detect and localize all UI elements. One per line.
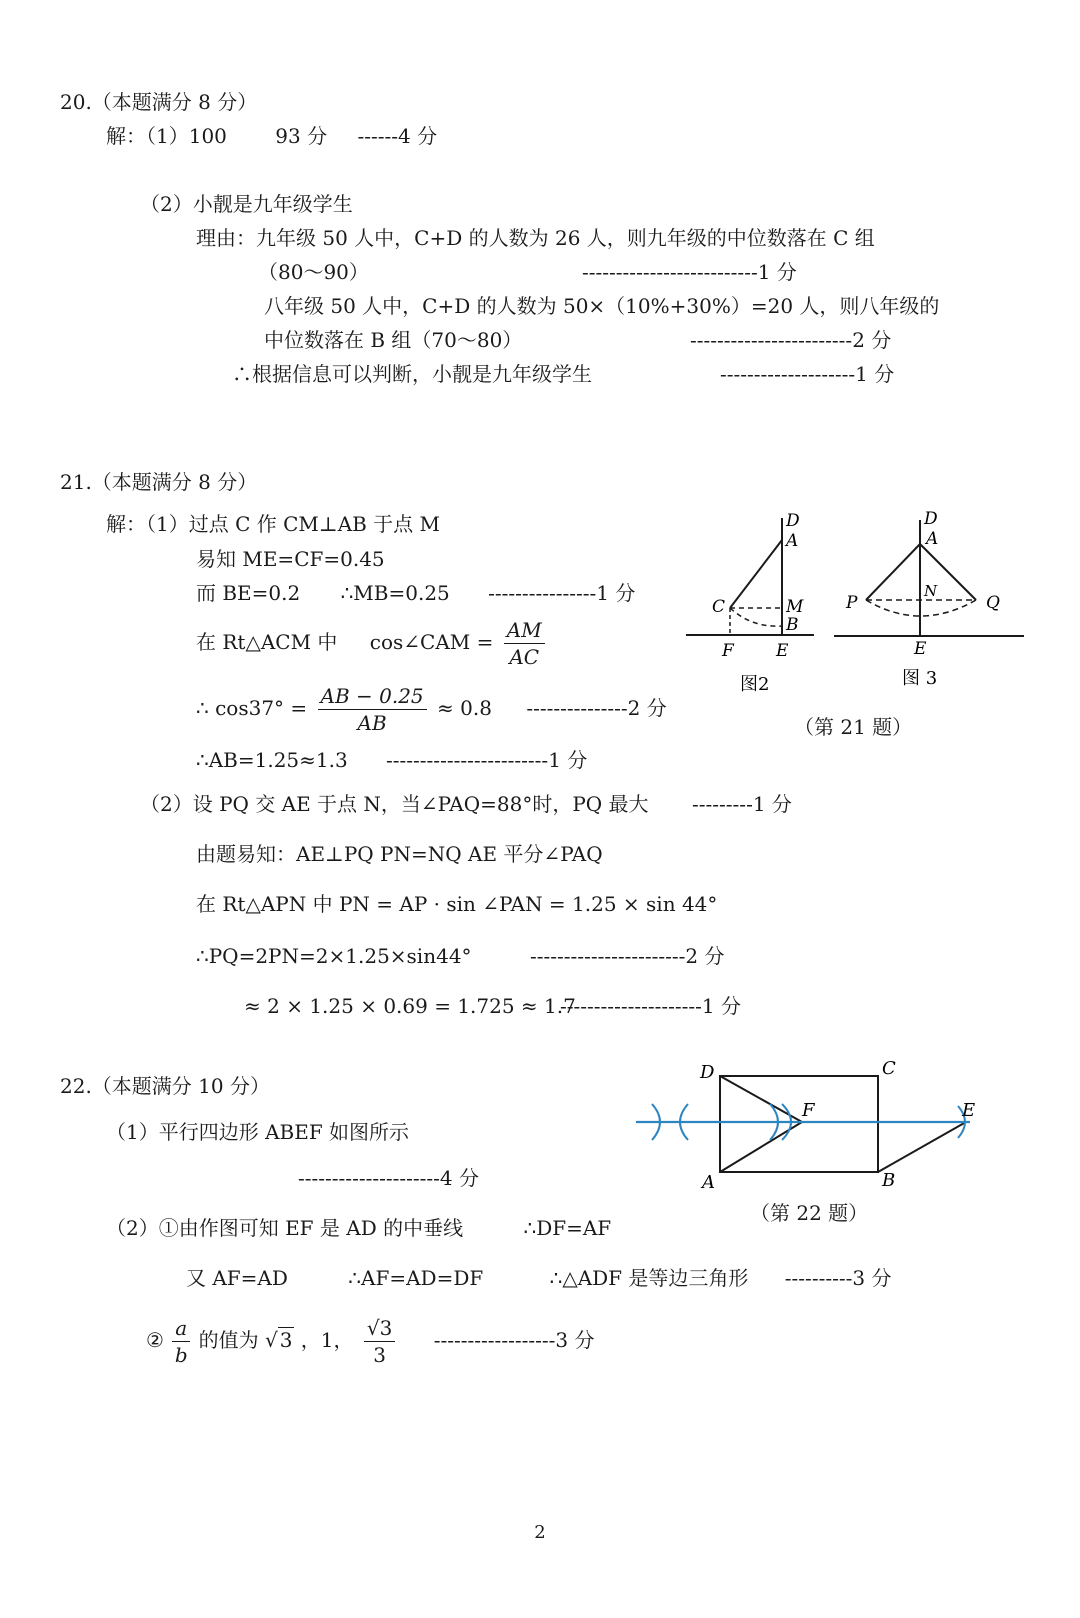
- q22-figure: [630, 1052, 990, 1202]
- q21-line3: [196, 579, 635, 607]
- q20-part1-score: 93 分: [275, 124, 328, 148]
- q21-line3a: 而 BE=0.2: [196, 581, 301, 605]
- q20-part2-title: （2）小靓是九年级学生: [140, 192, 353, 216]
- q21-line5-mark: ---------------2 分: [526, 696, 667, 720]
- q20-conclusion-mark: --------------------1 分: [720, 362, 895, 386]
- q21-part2-line3: 在 Rt△APN 中 PN = AP · sin ∠PAN = 1.25 × sin 44°: [196, 892, 718, 916]
- q22-part2-line1a: （2）①由作图可知 EF 是 AD 的中垂线: [106, 1216, 464, 1240]
- q22-part3-sqrt3-value: 3: [279, 1328, 293, 1352]
- q21-figure-caption: （第 21 题）: [794, 715, 913, 739]
- q21-line5: [196, 680, 667, 736]
- q20-reason1b: （80～90）: [258, 260, 369, 284]
- fig2-label-m: M: [786, 597, 804, 617]
- q20-reason2: 八年级 50 人中，C+D 的人数为 50×（10%+30%）=20 人，则八年级的: [264, 294, 940, 318]
- q20-part1-answer: 解：（1）100: [106, 124, 227, 148]
- fig2-label-f: F: [722, 641, 734, 661]
- fig22-label-a: A: [702, 1172, 715, 1193]
- fig2-label-b: B: [786, 615, 799, 635]
- q22-part3-frac-den: 3: [373, 1343, 386, 1367]
- q21-line1: 解：（1）过点 C 作 CM⊥AB 于点 M: [106, 512, 441, 536]
- q21-line5-prefix: ∴ cos37° =: [196, 696, 308, 720]
- q21-line6-mark: ------------------------1 分: [386, 748, 588, 772]
- q22-part2-line2b: ∴AF=AD=DF: [348, 1266, 484, 1290]
- q22-part1: （1）平行四边形 ABEF 如图所示: [106, 1120, 410, 1144]
- q21-line4: [196, 614, 549, 670]
- fig22-line-be: [878, 1122, 966, 1172]
- fig22-label-b: B: [882, 1170, 896, 1191]
- q22-part2-line2c: ∴△ADF 是等边三角形: [549, 1266, 749, 1290]
- q21-part2-line4-mark: -----------------------2 分: [530, 944, 725, 968]
- q22-part3: [146, 1310, 594, 1370]
- fig3-label-q: Q: [986, 593, 1000, 613]
- fig2-label-e: E: [776, 641, 789, 661]
- q20-reason1b-mark: --------------------------1 分: [582, 260, 797, 284]
- q21-part2-line1: （2）设 PQ 交 AE 于点 N，当∠PAQ=88°时，PQ 最大: [140, 792, 649, 816]
- fig22-label-f: F: [802, 1100, 815, 1121]
- q21-part2-line5: ≈ 2 × 1.25 × 0.69 = 1.725 ≈ 1.7: [244, 994, 576, 1018]
- q22-part3-mark: ------------------3 分: [433, 1328, 595, 1352]
- q21-line4-den: AC: [509, 645, 540, 669]
- q20-conclusion: ∴根据信息可以判断，小靓是九年级学生: [232, 362, 592, 386]
- q20-header: 20.（本题满分 8 分）: [60, 90, 258, 114]
- fig3-arm-ap: [866, 544, 920, 600]
- fig2-label-a: A: [786, 531, 799, 551]
- q21-line2: 易知 ME=CF=0.45: [196, 547, 385, 571]
- q22-part3-text: 的值为: [198, 1328, 259, 1352]
- fig3-label-p: P: [846, 593, 858, 613]
- q22-part3-den-b: b: [174, 1343, 188, 1367]
- fig3-label-d: D: [924, 509, 938, 529]
- fig2-dashed-arc: [730, 608, 782, 626]
- q22-part3-circle: ②: [146, 1328, 164, 1352]
- q22-part3-sep: ，1，: [300, 1328, 354, 1352]
- page-number: 2: [534, 1522, 546, 1543]
- q22-part3-frac-num: √3: [364, 1315, 395, 1342]
- fig3-label-a: A: [926, 529, 939, 549]
- fig22-label-e: E: [962, 1100, 976, 1121]
- q21-line6: ∴AB=1.25≈1.3: [196, 748, 348, 772]
- q22-part2-line1b: ∴DF=AF: [523, 1216, 612, 1240]
- q21-line4-num: AM: [504, 617, 545, 644]
- q22-part2-line2: [186, 1264, 891, 1292]
- q21-line3b: ∴MB=0.25: [340, 581, 450, 605]
- q21-line4-fraction: [504, 617, 545, 670]
- fig2-arm: [730, 540, 782, 608]
- q21-line4-cos: cos∠CAM =: [369, 630, 494, 654]
- q20-part1: [106, 122, 437, 150]
- q21-line5-den: AB: [357, 711, 387, 735]
- q21-line4-prefix: 在 Rt△ACM 中: [196, 630, 338, 654]
- fig3-label-e: E: [914, 639, 927, 659]
- q22-figure-caption: （第 22 题）: [750, 1201, 869, 1225]
- q21-line3-mark: ----------------1 分: [488, 581, 636, 605]
- q20-reason1: 理由：九年级 50 人中，C+D 的人数为 26 人，则九年级的中位数落在 C 组: [196, 226, 875, 250]
- q21-figure-2: [680, 508, 820, 698]
- q21-line5-fraction: [318, 683, 427, 736]
- q20-reason2b: 中位数落在 B 组（70～80）: [264, 328, 523, 352]
- q21-part2-line4: ∴PQ=2PN=2×1.25×sin44°: [196, 944, 472, 968]
- fig22-label-d: D: [700, 1062, 715, 1083]
- fig22-label-c: C: [882, 1058, 896, 1079]
- fig3-caption: 图 3: [902, 668, 938, 689]
- fig2-caption: 图2: [740, 674, 770, 695]
- fig2-label-d: D: [786, 511, 800, 531]
- q21-line5-suffix: ≈ 0.8: [437, 696, 492, 720]
- q21-line5-num: AB − 0.25: [318, 683, 427, 710]
- q22-part3-fraction-ab: [172, 1315, 190, 1368]
- fig3-label-n: N: [924, 582, 938, 600]
- q20-part1-mark: ------4 分: [357, 124, 438, 148]
- q22-part3-sqrt3: √ 3: [264, 1328, 293, 1352]
- q21-part2-line1-mark: ---------1 分: [692, 792, 792, 816]
- q22-part3-fraction-sqrt3-3: [364, 1315, 395, 1368]
- q22-part1-mark: ---------------------4 分: [298, 1166, 479, 1190]
- q22-part2-line1: [106, 1214, 611, 1242]
- q21-part2-line5-mark: ---------------------1 分: [560, 994, 741, 1018]
- q21-figure-3: [830, 508, 1030, 698]
- q22-part3-num-a: a: [172, 1315, 190, 1342]
- q22-header: 22.（本题满分 10 分）: [60, 1074, 270, 1098]
- q21-part2-line2: 由题易知：AE⊥PQ PN=NQ AE 平分∠PAQ: [196, 842, 603, 866]
- fig2-label-c: C: [712, 597, 726, 617]
- q22-part2-line2-mark: ----------3 分: [784, 1266, 892, 1290]
- q21-header: 21.（本题满分 8 分）: [60, 470, 258, 494]
- q22-part2-line2a: 又 AF=AD: [186, 1266, 288, 1290]
- q20-reason2b-mark: ------------------------2 分: [690, 328, 892, 352]
